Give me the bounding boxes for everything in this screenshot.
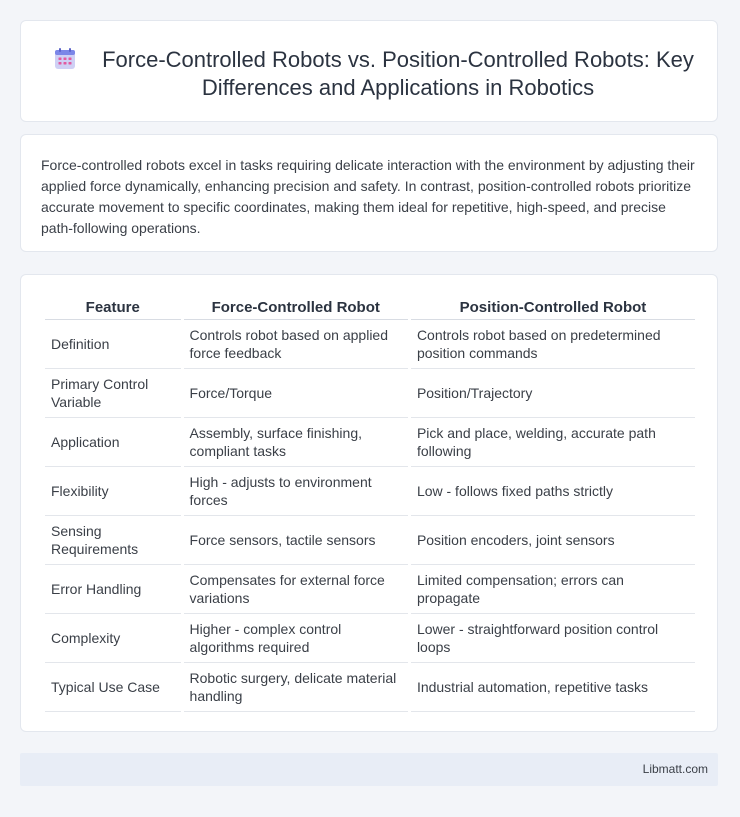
- position-controlled-cell: Controls robot based on predetermined position commands: [411, 320, 695, 369]
- feature-cell: Flexibility: [45, 467, 181, 516]
- feature-cell: Error Handling: [45, 565, 181, 614]
- calendar-icon: [54, 48, 76, 70]
- force-controlled-cell: Higher - complex control algorithms required: [184, 614, 408, 663]
- column-header-position-controlled: Position-Controlled Robot: [411, 295, 695, 320]
- footer-brand: Libmatt.com: [642, 762, 708, 776]
- position-controlled-cell: Low - follows fixed paths strictly: [411, 467, 695, 516]
- position-controlled-cell: Limited compensation; errors can propagate: [411, 565, 695, 614]
- table-row: [45, 369, 695, 418]
- feature-cell: Complexity: [45, 614, 181, 663]
- column-header-feature: Feature: [45, 295, 181, 320]
- table-row: [45, 614, 695, 663]
- table-row: [45, 320, 695, 369]
- force-controlled-cell: Assembly, surface finishing, compliant tasks: [184, 418, 408, 467]
- footer-bar: [20, 753, 718, 786]
- force-controlled-cell: Force sensors, tactile sensors: [184, 516, 408, 565]
- force-controlled-cell: Robotic surgery, delicate material handling: [184, 663, 408, 712]
- comparison-table: [42, 295, 698, 712]
- feature-cell: Application: [45, 418, 181, 467]
- table-row: [45, 663, 695, 712]
- table-row: [45, 418, 695, 467]
- feature-cell: Definition: [45, 320, 181, 369]
- position-controlled-cell: Lower - straightforward position control loops: [411, 614, 695, 663]
- position-controlled-cell: Position encoders, joint sensors: [411, 516, 695, 565]
- comparison-table-card: [20, 274, 718, 732]
- intro-card: [20, 134, 718, 252]
- table-row: [45, 565, 695, 614]
- force-controlled-cell: High - adjusts to environment forces: [184, 467, 408, 516]
- feature-cell: Sensing Requirements: [45, 516, 181, 565]
- title-card: [20, 20, 718, 122]
- intro-paragraph: Force-controlled robots excel in tasks requiring delicate interaction with the environment by adjusting their applied force dynamically, enhancing precision and safety. In contrast, position-controlled robots prioritize accurate movement to specific coordinates, making them ideal for repetitive, high-speed, and precise path-following operations.: [41, 157, 695, 236]
- feature-cell: Primary Control Variable: [45, 369, 181, 418]
- position-controlled-cell: Industrial automation, repetitive tasks: [411, 663, 695, 712]
- feature-cell: Typical Use Case: [45, 663, 181, 712]
- force-controlled-cell: Controls robot based on applied force feedback: [184, 320, 408, 369]
- force-controlled-cell: Force/Torque: [184, 369, 408, 418]
- column-header-force-controlled: Force-Controlled Robot: [184, 295, 408, 320]
- table-row: [45, 516, 695, 565]
- position-controlled-cell: Position/Trajectory: [411, 369, 695, 418]
- position-controlled-cell: Pick and place, welding, accurate path following: [411, 418, 695, 467]
- page-title: Force-Controlled Robots vs. Position-Controlled Robots: Key Differences and Applications in Robotics: [102, 47, 694, 100]
- table-header-row: [45, 295, 695, 320]
- force-controlled-cell: Compensates for external force variations: [184, 565, 408, 614]
- table-row: [45, 467, 695, 516]
